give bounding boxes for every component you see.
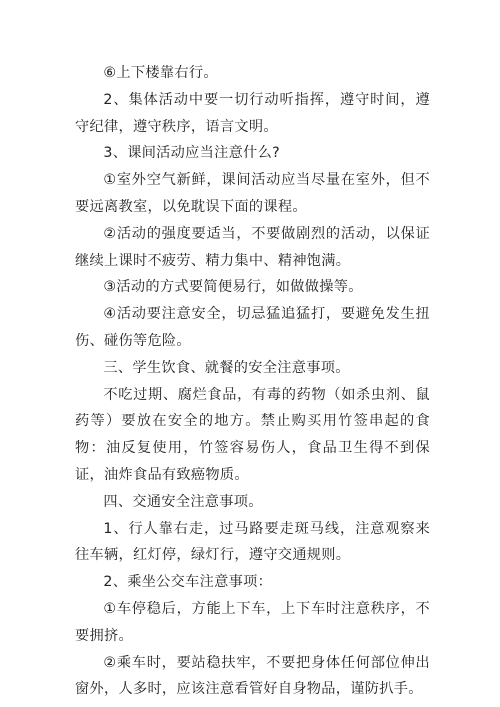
paragraph-bus-heading: 2、乘坐公交车注意事项： xyxy=(103,574,273,591)
paragraph-recess-point-2: ②活动的强度要适当，不要做剧烈的活动，以保证继续上课时不疲劳、精力集中、精神饱满。 xyxy=(75,225,430,269)
paragraph-group-activity: 2、集体活动中要一切行动听指挥，遵守时间，遵守纪律，遵守秩序，语言文明。 xyxy=(75,91,430,135)
paragraph-bus-point-2: ②乘车时，要站稳扶牢，不要把身体任何部位伸出窗外，人多时，应该注意看管好自身物品，谨防扒手。 xyxy=(75,654,430,698)
paragraph-recess-point-3: ③活动的方式要简便易行，如做做操等。 xyxy=(103,279,363,296)
section-heading-food-safety: 三、学生饮食、就餐的安全注意事项。 xyxy=(103,359,350,376)
paragraph-recess-point-1: ①室外空气新鲜，课间活动应当尽量在室外，但不要远离教室，以免耽误下面的课程。 xyxy=(75,172,430,215)
paragraph-recess-question: 3、课间活动应当注意什么? xyxy=(103,145,280,162)
paragraph-pedestrian-rules: 1、行人靠右走，过马路要走斑马线，注意观察来往车辆，红灯停，绿灯行，遵守交通规则。 xyxy=(75,520,430,564)
paragraph-recess-point-4: ④活动要注意安全，切忌猛追猛打，要避免发生扭伤、碰伤等危险。 xyxy=(75,306,430,349)
paragraph-rule-6-stairs: ⑥上下楼靠右行。 xyxy=(103,65,218,81)
paragraph-food-safety: 不吃过期、腐烂食品，有毒的药物（如杀虫剂、鼠药等）要放在安全的地方。禁止购买用竹签串起的食物：油反复使用，竹签容易伤人，食品卫生得不到保证，油炸食品有致癌物质。 xyxy=(75,386,430,483)
section-heading-traffic-safety: 四、交通安全注意事项。 xyxy=(103,493,263,510)
paragraph-bus-point-1: ①车停稳后，方能上下车，上下车时注意秩序，不要拥挤。 xyxy=(75,600,430,644)
document-body xyxy=(75,60,430,703)
